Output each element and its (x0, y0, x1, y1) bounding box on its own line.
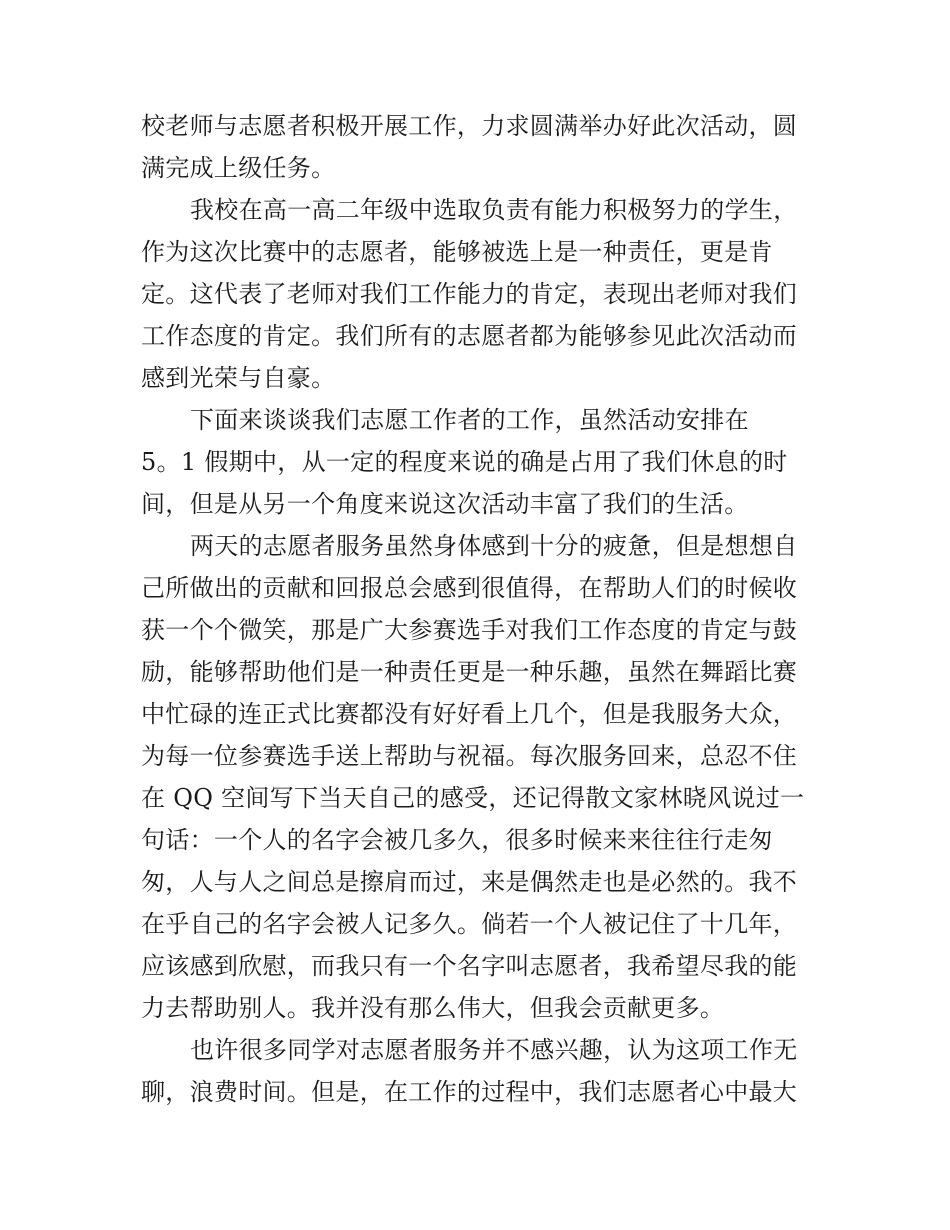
text-line: 工作态度的肯定。我们所有的志愿者都为能够参见此次活动而 (141, 322, 798, 350)
text-line: 为每一位参赛选手送上帮助与祝福。每次服务回来，总忍不住 (141, 742, 798, 770)
text-line: 在 QQ 空间写下当天自己的感受，还记得散文家林晓风说过一 (141, 784, 805, 812)
text-line: 句话：一个人的名字会被几多久，很多时候来来往往行走匆 (141, 826, 773, 854)
text-line: 感到光荣与自豪。 (141, 364, 336, 392)
paragraph-first-line: 我校在高一高二年级中选取负责有能力积极努力的学生， (190, 196, 798, 224)
text-line: 校老师与志愿者积极开展工作，力求圆满举办好此次活动，圆 (141, 112, 798, 140)
text-line: 定。这代表了老师对我们工作能力的肯定，表现出老师对我们 (141, 280, 798, 308)
text-line: 在乎自己的名字会被人记多久。倘若一个人被记住了十几年， (141, 910, 798, 938)
paragraph-first-line: 也许很多同学对志愿者服务并不感兴趣，认为这项工作无 (190, 1036, 798, 1064)
text-line: 作为这次比赛中的志愿者，能够被选上是一种责任，更是肯 (141, 238, 773, 266)
text-line: 励，能够帮助他们是一种责任更是一种乐趣，虽然在舞蹈比赛 (141, 658, 798, 686)
paragraph-first-line: 下面来谈谈我们志愿工作者的工作，虽然活动安排在 (190, 406, 749, 434)
text-line: 己所做出的贡献和回报总会感到很值得，在帮助人们的时候收 (141, 574, 798, 602)
text-line: 聊，浪费时间。但是，在工作的过程中，我们志愿者心中最大 (141, 1078, 798, 1106)
text-line: 满完成上级任务。 (141, 154, 336, 182)
text-line: 中忙碌的连正式比赛都没有好好看上几个，但是我服务大众， (141, 700, 798, 728)
text-line: 获一个个微笑，那是广大参赛选手对我们工作态度的肯定与鼓 (141, 616, 798, 644)
text-line: 5。1 假期中，从一定的程度来说的确是占用了我们休息的时 (141, 448, 788, 476)
text-line: 应该感到欣慰，而我只有一个名字叫志愿者，我希望尽我的能 (141, 952, 798, 980)
text-line: 匆，人与人之间总是擦肩而过，来是偶然走也是必然的。我不 (141, 868, 798, 896)
text-line: 力去帮助别人。我并没有那么伟大，但我会贡献更多。 (141, 994, 725, 1022)
text-line: 间，但是从另一个角度来说这次活动丰富了我们的生活。 (141, 490, 749, 518)
body-text (141, 105, 821, 1113)
paragraph-first-line: 两天的志愿者服务虽然身体感到十分的疲惫，但是想想自 (190, 532, 798, 560)
